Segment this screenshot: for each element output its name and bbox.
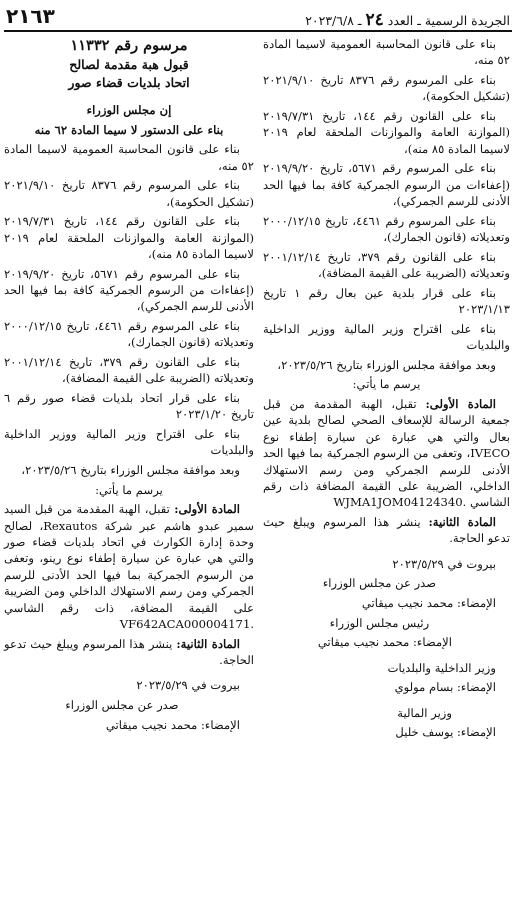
article-2 <box>4 636 254 669</box>
chassis-number: WJMA1JOM04124340. <box>333 495 467 510</box>
decree-intro: يرسم ما يأتي: <box>352 377 421 392</box>
recital: بناء على قانون المحاسبة العمومية لاسيما المادة ٥٢ منه، <box>263 37 510 68</box>
article-text: ينشر هذا المرسوم ويبلغ حيث تدعو الحاجة. <box>263 515 510 546</box>
article-label: المادة الثانية: <box>176 636 240 651</box>
chassis-number: VF642ACA000004171. <box>119 617 254 632</box>
recital: بناء على القانون رقم ١٤٤، تاريخ ٢٠١٩/٧/٣١ (الموازنة العامة والموازنات الملحقة لعام ٢٠١٩ لاسيما المادة ٨٥ منه)، <box>4 214 254 261</box>
cabinet-heading: إن مجلس الوزراء <box>86 103 172 117</box>
page-number: ٢١٦٣ <box>6 4 55 28</box>
gazette-title <box>305 10 510 30</box>
recital: بناء على المرسوم رقم ٤٤٦١، تاريخ ٢٠٠٠/١٢/١٥ وتعديلاته (قانون الجمارك)، <box>263 213 510 245</box>
left-column <box>4 36 254 923</box>
decree-subject: اتحاد بلديات قضاء صور <box>68 75 190 90</box>
right-column <box>263 36 510 923</box>
recital: بناء على قرار بلدية عين بعال رقم ١ تاريخ ٢٠٢٣/١/١٣ <box>263 285 510 317</box>
recital: بناء على المرسوم رقم ٥٦٧١، تاريخ ٢٠١٩/٩/٢٠ (إعفاءات من الرسوم الجمركية كافة بما فيها الحد الأدنى للرسم الجمركي)، <box>263 161 510 209</box>
signatory-title: وزير المالية <box>397 705 452 720</box>
article-text: تقبل، الهبة المقدمة من قبل السيد سمير عبدو هاشم عبر شركة Rexautos، لصالح وحدة إدارة الكوارث في اتحاد بلديات قضاء صور والتي هي عبارة عن سيارة إطفاء نوع رينو، وتعفى من الرسوم الجمركية بما فيها الحد الأدنى للرسم الجمركي ومن رسم الاستهلاك الداخلي ومن الضريبة على القيمة المضافة، ذات رقم الشاسي <box>4 502 254 615</box>
recital: بناء على قانون المحاسبة العمومية لاسيما المادة ٥٢ منه، <box>4 142 254 173</box>
place-date: بيروت في ٢٠٢٣/٥/٢٩ <box>136 678 240 693</box>
recital: وبعد موافقة مجلس الوزراء بتاريخ ٢٠٢٣/٥/٢٦، <box>21 463 240 477</box>
constitution-recital: بناء على الدستور لا سيما المادة ٦٢ منه <box>34 122 224 137</box>
recital: بناء على اقتراح وزير المالية ووزير الداخلية والبلديات <box>4 427 254 458</box>
decree-number: مرسوم رقم ١١٣٣٢ <box>70 37 188 54</box>
article-label: المادة الأولى: <box>425 397 496 411</box>
signature: الإمضاء: محمد نجيب ميقاتي <box>361 596 496 611</box>
header-rule <box>4 30 512 32</box>
signature: الإمضاء: بسام مولوي <box>394 680 496 695</box>
article-text: تقبل، الهبة المقدمة من قبل جمعية الرسالة للإسعاف الصحي لصالح بلدية عين بعال والتي هي عبارة عن سيارة إطفاء نوع IVECO، وتعفى من الرسوم الجمركية بما فيها الحد الأدنى للرسم الجمركي ومن رسم الاستهلاك الداخلي، الضريبة على القيمة المضافة ذات رقم الشاسي <box>263 397 510 510</box>
gazette-name: الجريدة الرسمية ـ العدد <box>387 13 510 28</box>
article-label: المادة الثانية: <box>428 515 496 530</box>
page-header <box>4 4 512 30</box>
article-text: ينشر هذا المرسوم ويبلغ حيث تدعو الحاجة. <box>4 636 254 668</box>
decree-intro: يرسم ما يأتي: <box>95 482 163 497</box>
signatory-title: رئيس مجلس الوزراء <box>329 615 430 630</box>
recital: بناء على المرسوم رقم ٥٦٧١، تاريخ ٢٠١٩/٩/٢٠ (إعفاءات من الرسوم الجمركية كافة بما فيها الحد الأدنى للرسم الجمركي)، <box>4 266 254 314</box>
article-label: المادة الأولى: <box>174 502 241 517</box>
place-date: بيروت في ٢٠٢٣/٥/٢٩ <box>392 556 496 571</box>
recital: بناء على اقتراح وزير المالية ووزير الداخلية والبلديات <box>263 321 510 353</box>
article-2 <box>263 514 510 547</box>
recital: بناء على القانون رقم ١٤٤، تاريخ ٢٠١٩/٧/٣١ (الموازنة العامة والموازنات الملحقة لعام ٢٠١٩ لاسيما المادة ٨٥ منه)، <box>263 109 510 156</box>
article-1 <box>263 396 510 511</box>
recital: بناء على القانون رقم ٣٧٩، تاريخ ٢٠٠١/١٢/١٤ وتعديلاته (الضريبة على القيمة المضافة)، <box>4 355 254 386</box>
recital: بناء على القانون رقم ٣٧٩، تاريخ ٢٠٠١/١٢/١٤ وتعديلاته (الضريبة على القيمة المضافة)، <box>263 249 510 281</box>
signature: الإمضاء: محمد نجيب ميقاتي <box>317 635 452 650</box>
signature: الإمضاء: محمد نجيب ميقاتي <box>105 717 240 732</box>
recital: بناء على المرسوم رقم ٨٣٧٦ تاريخ ٢٠٢١/٩/١٠ (تشكيل الحكومة)، <box>4 178 254 209</box>
issued-by: صدر عن مجلس الوزراء <box>65 698 179 713</box>
recital: بناء على المرسوم رقم ٨٣٧٦ تاريخ ٢٠٢١/٩/١٠ (تشكيل الحكومة)، <box>263 73 510 104</box>
recital: وبعد موافقة مجلس الوزراء بتاريخ ٢٠٢٣/٥/٢٦، <box>277 357 496 372</box>
issued-by: صدر عن مجلس الوزراء <box>322 576 437 591</box>
signatory-title: وزير الداخلية والبلديات <box>387 660 496 675</box>
issue-number: ٢٤ <box>365 10 384 30</box>
recital: بناء على قرار اتحاد بلديات قضاء صور رقم ٦ تاريخ ٢٠٢٣/١/٢٠ <box>4 391 254 422</box>
article-1 <box>4 501 254 632</box>
decree-subject: قبول هبة مقدمة لصالح <box>69 57 189 72</box>
signature: الإمضاء: يوسف خليل <box>395 725 496 740</box>
recital: بناء على المرسوم رقم ٤٤٦١، تاريخ ٢٠٠٠/١٢/١٥ وتعديلاته (قانون الجمارك)، <box>4 319 254 350</box>
issue-date: ـ ٢٠٢٣/٦/٨ <box>305 13 362 28</box>
